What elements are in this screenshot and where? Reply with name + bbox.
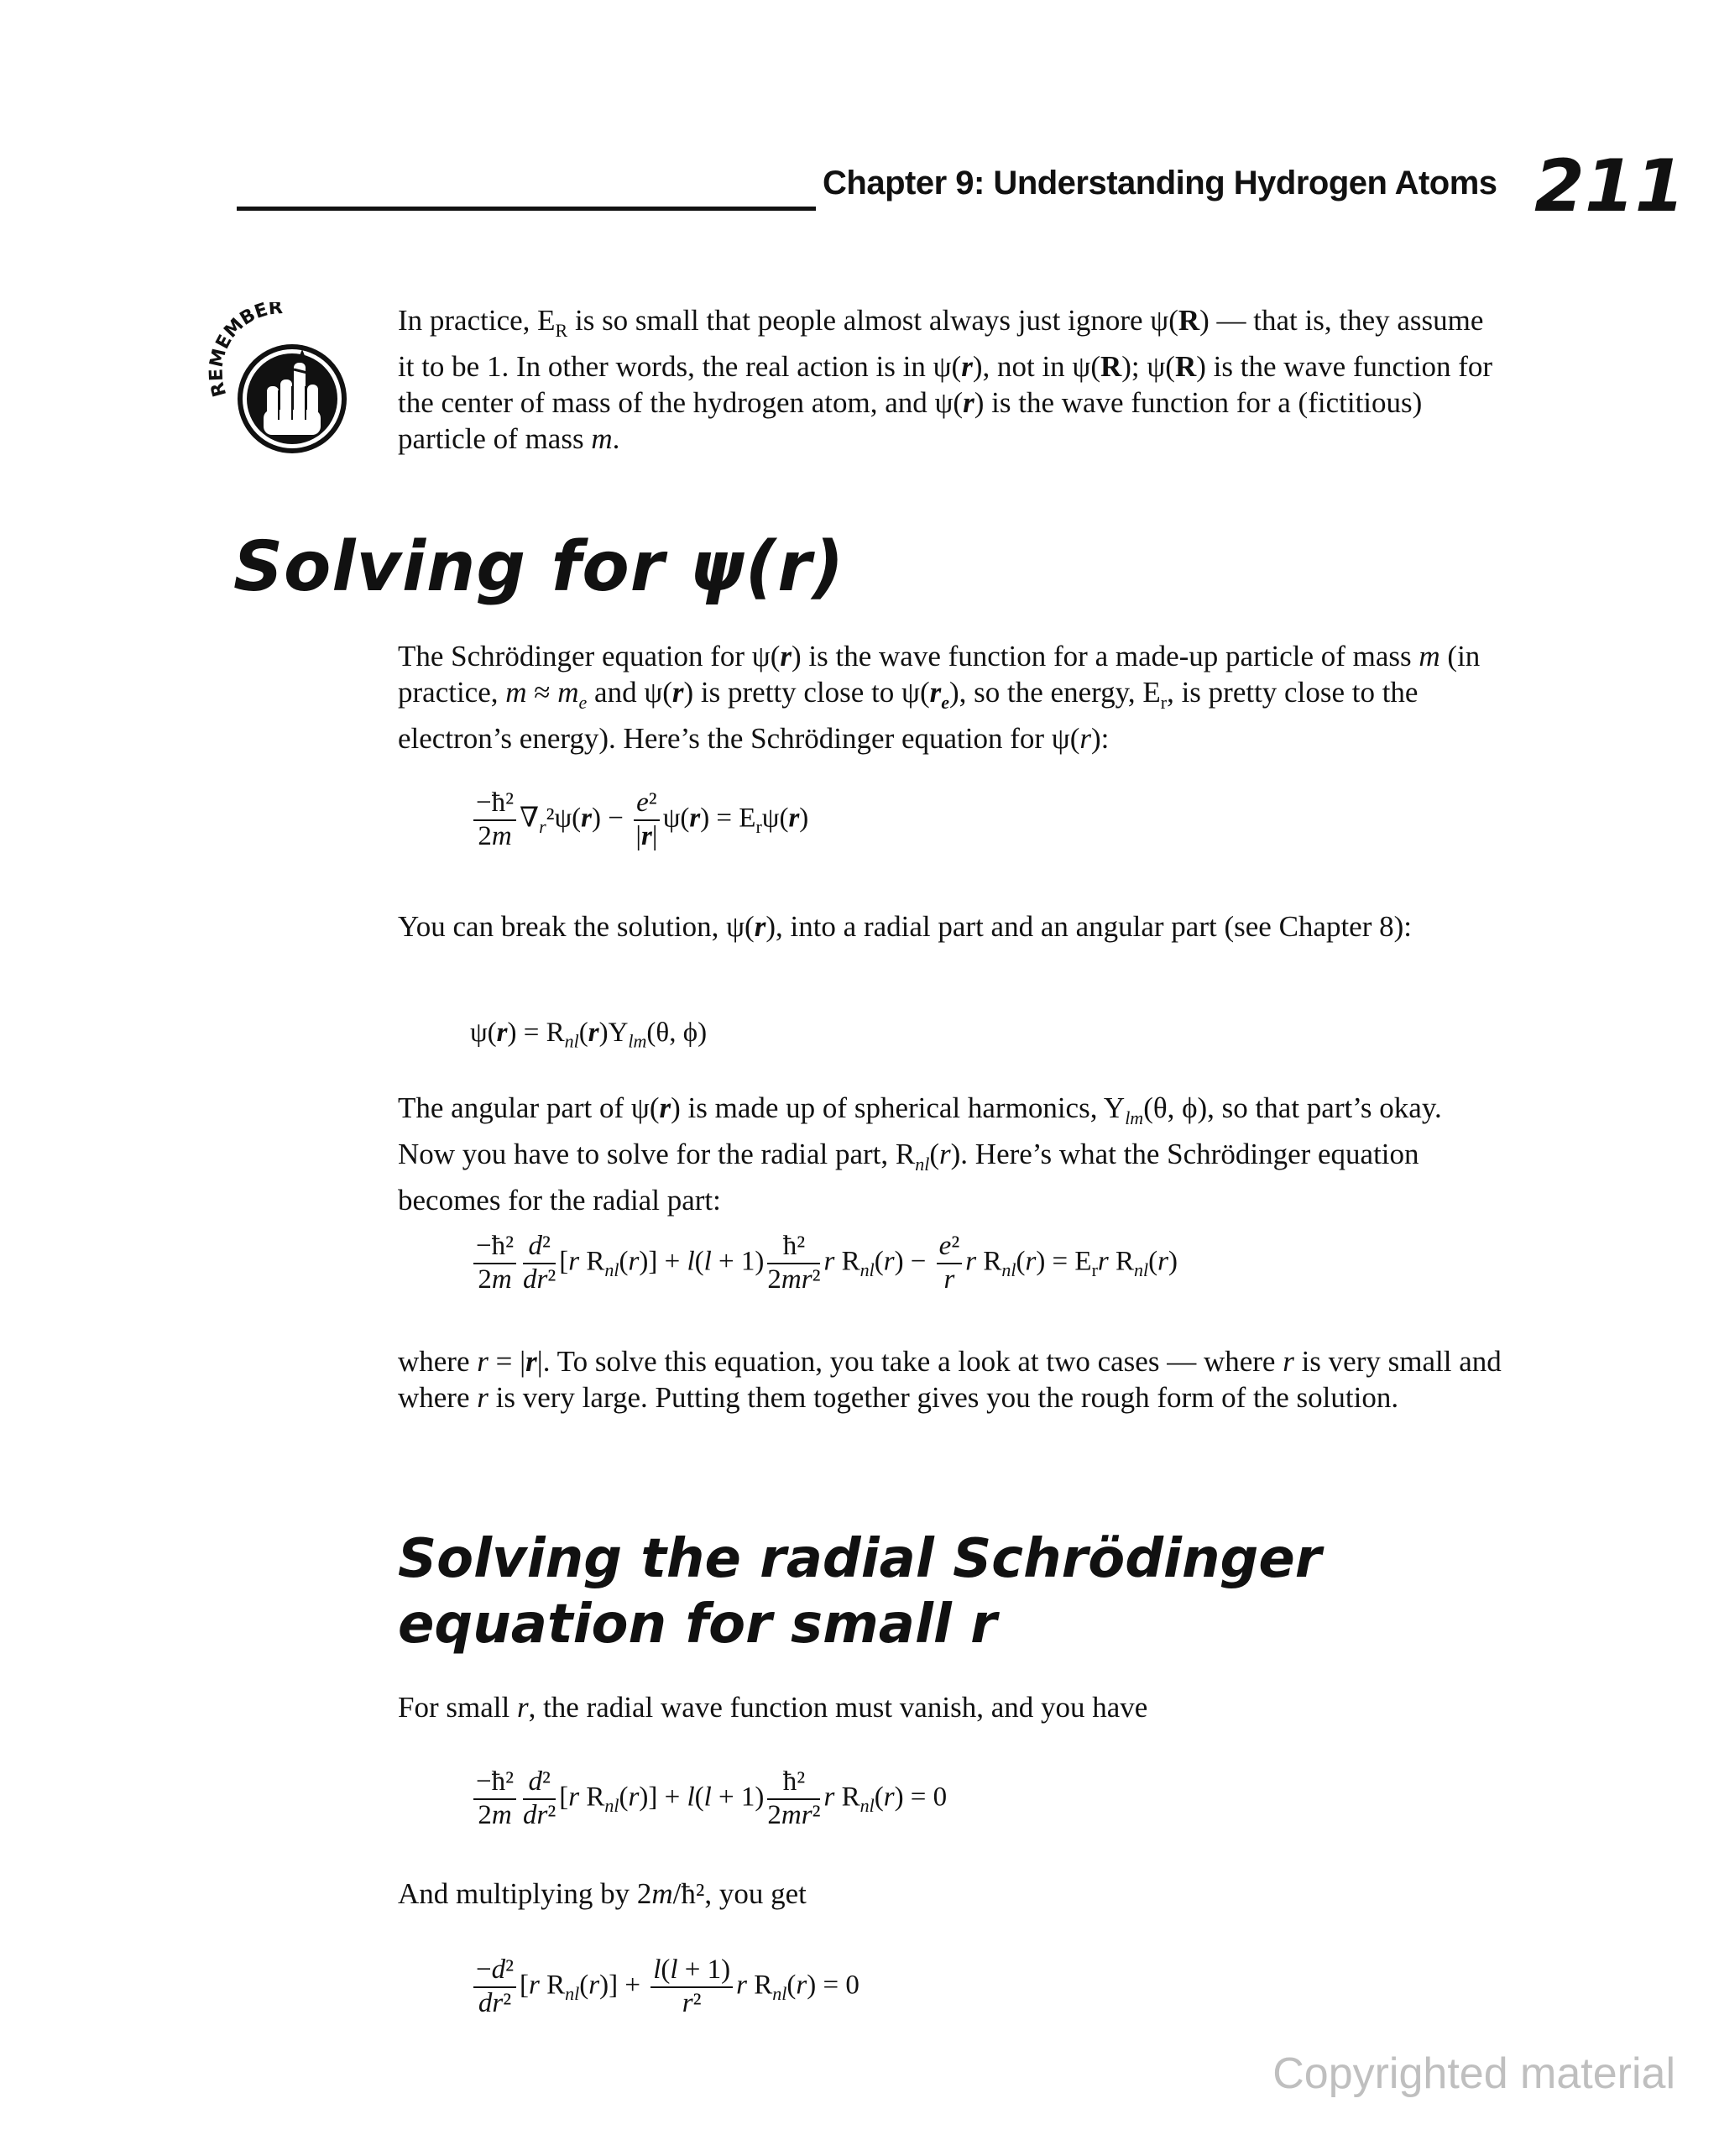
subsection-equation-2: $\frac{\text{−d²}}{\text{dr²}}$ [r $R_{nl}(r)$] + $\frac{l(l + 1)}{\text{r²}}$ r $R_{nl}(r) = 0$ [470,1955,860,2020]
section-paragraph-2: You can break the solution, ψ(r), into a radial part and an angular part (see Chapter 8): [398,910,1412,943]
page-number: 211 [1534,144,1685,228]
remember-paragraph: In practice, $E_R$ is so small that people almost always just ignore ψ(R) — that is, they assume it to be 1. In other words, the real action is in ψ(r), not in ψ(R); ψ(R) is the wave function for the center of mass of the hydrogen atom, and ψ(r) is the wave function for a (fictitious) particle of mass m. [398,304,1493,455]
copyright-watermark: Copyrighted material [1272,2049,1675,2098]
section-title: Solving for ψ(r) [233,527,845,607]
equation-2: $\psi(r) = R_{nl}(r)Y_{lm}(\theta$, ϕ) [470,1018,708,1052]
section-paragraph-3: The angular part of ψ(r) is made up of spherical harmonics, $Y_{lm}(\theta$, ϕ), so that part’s okay. Now you have to solve for the radial part, $R_{nl}(r)$. Here’s what the Schrödinger equation becomes for the radial part: [398,1091,1442,1217]
subsection-paragraph-2: And multiplying by 2m/ħ², you get [398,1877,807,1910]
subsection-equation-1: $\frac{\text{−ħ²}}{2m}$ $\frac{\text{d²}}{\text{dr²}}$ [r $R_{nl}(r)] + l(l + 1)$ $\frac{\text{ħ²}}{\text{2mr²}}$ r $R_{nl}(r) = 0$ [470,1766,947,1832]
subsection-paragraph-1: For small r, the radial wave function must vanish, and you have [398,1691,1148,1724]
running-head-chapter: Chapter 9: Understanding Hydrogen Atoms [823,165,1497,201]
remember-icon-label: REMEMBER [208,302,284,400]
section-paragraph-4: where r = |r|. To solve this equation, you take a look at two cases — where r is very small and where r is very large. Putting them together gives you the rough form of the solution. [398,1345,1502,1414]
equation-3: $\frac{\text{−ħ²}}{2m}$ $\frac{\text{d²}}{\text{dr²}}$ [r $R_{nl}(r)] + l(l + 1)$ $\frac{\text{ħ²}}{\text{2mr²}}$ r $R_{nl}(r)$ − $\frac{\text{e²}}{r}$ r $R_{nl}(r) = E_rr$ $R_{nl}(r)$ [470,1231,1178,1296]
equation-1: $\frac{\text{−ħ²}}{2m}$ $\nabla_r^2\psi(r)$ − $\frac{\text{e²}}{|r|}$ $\psi(r) = E_r\psi(r)$ [470,788,808,853]
section-paragraph-1: The Schrödinger equation for ψ(r) is the wave function for a made-up particle of mass m (in practice, $m \approx m_e$ and ψ(r) is pretty close to $\psi(r_e)$, so the energy, $E_r$, is pretty close to the electron’s energy). Here’s the Schrödinger equation for ψ(r): [398,640,1481,755]
remember-icon [208,302,359,462]
header-rule [237,207,816,211]
subsection-title: Solving the radial Schrödinger equation for small r [398,1528,1322,1656]
